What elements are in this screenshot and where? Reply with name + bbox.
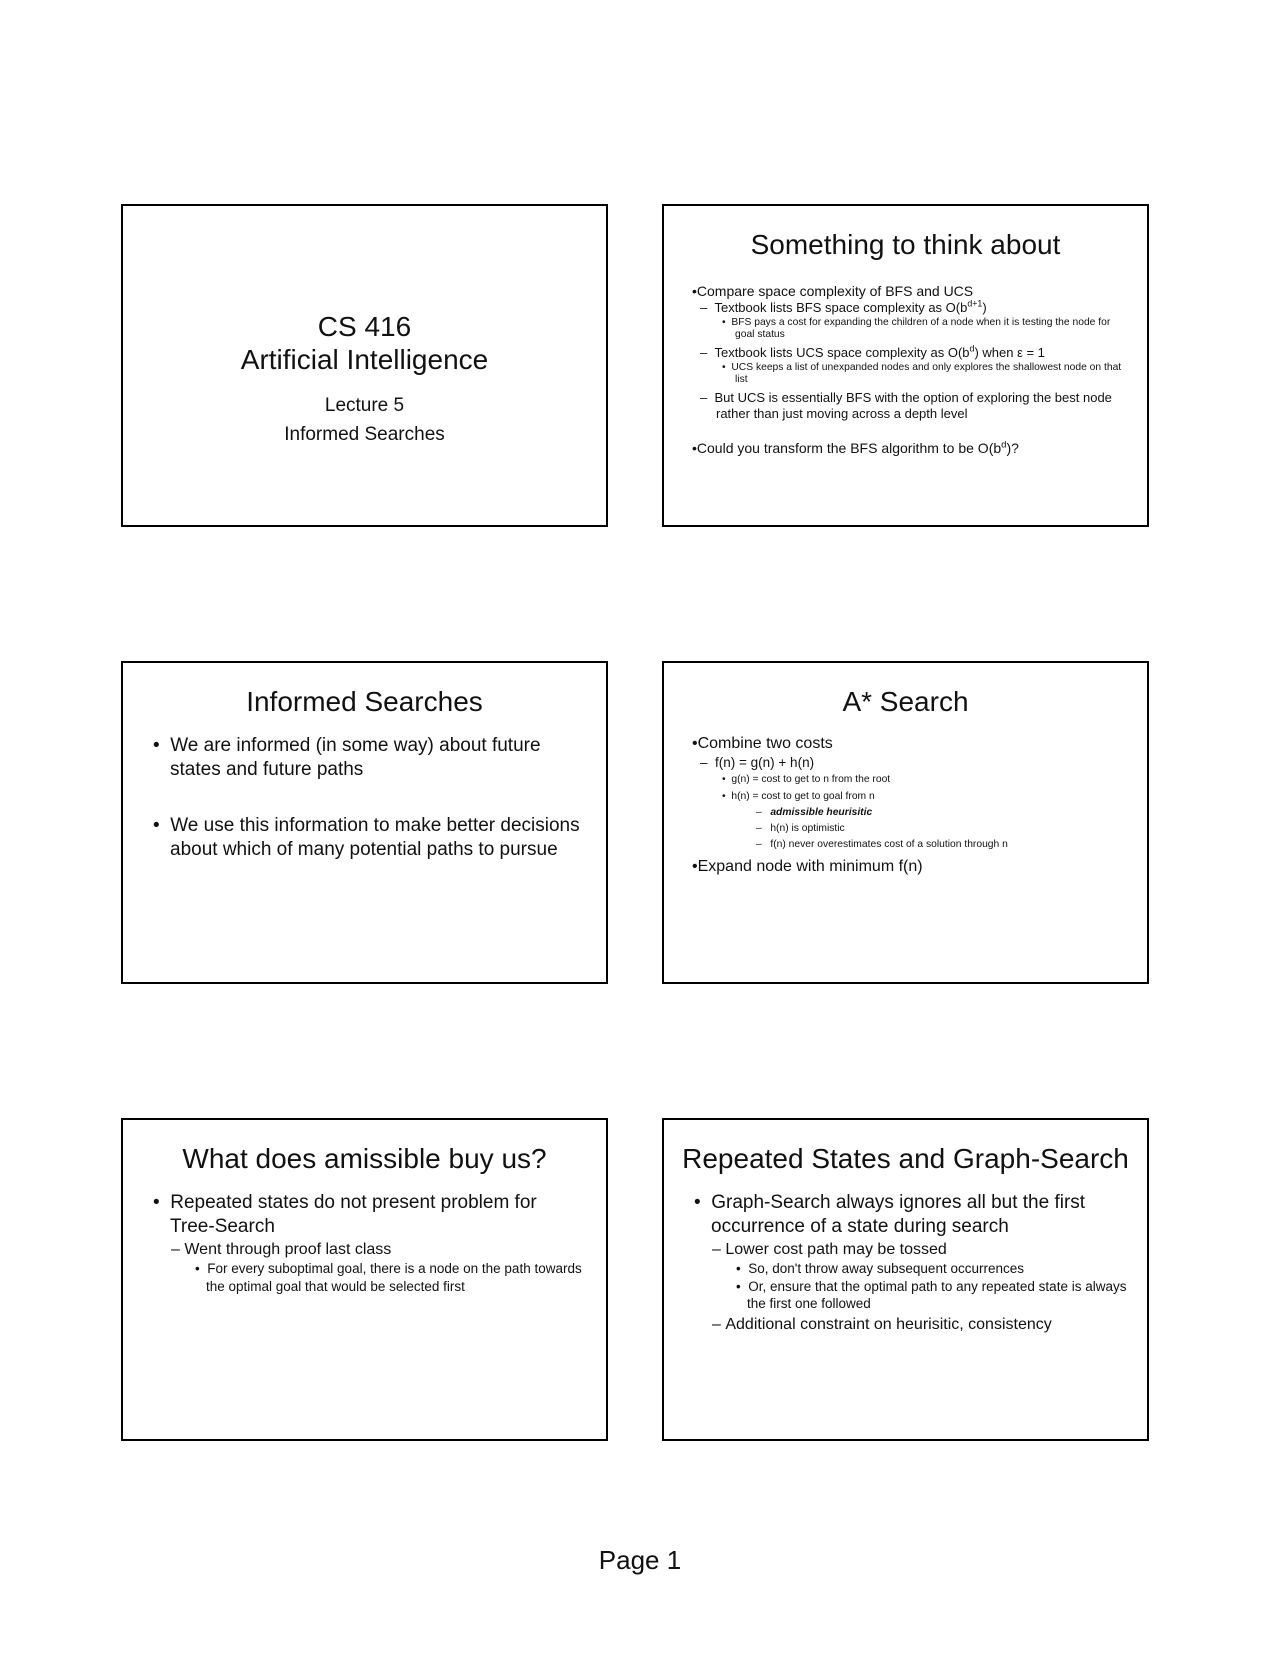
- bullet-item: •Could you transform the BFS algorithm to be $O(b^d)$?: [692, 439, 1019, 456]
- bullet-item: •Combine two costs: [692, 735, 833, 752]
- title-block: [123, 310, 606, 376]
- slide-repeated-states-graph-search: [662, 1118, 1149, 1441]
- sub-bullet: – But UCS is essentially BFS with the option of exploring the best node rather than just moving across a depth level: [700, 390, 1112, 421]
- slide-heading: Something to think about: [750, 229, 1061, 260]
- page-number: Page 1: [598, 1545, 682, 1575]
- level4-bullet: – f(n) never overestimates cost of a solution through n: [756, 839, 1008, 850]
- sub-bullet: – Additional constraint on heurisitic, consistency: [712, 1315, 1052, 1333]
- course-number: CS 416: [317, 311, 412, 342]
- sub-bullet: – Textbook lists UCS space complexity as $O(b^d)$ when ε = 1: [700, 343, 1045, 360]
- slide-heading: What does amissible buy us?: [182, 1143, 547, 1174]
- bullet-list: [123, 734, 606, 861]
- lecture-number: Lecture 5: [324, 395, 405, 416]
- slide-heading: Repeated States and Graph-Search: [682, 1143, 1129, 1174]
- bullet-item: •Expand node with minimum f(n): [692, 858, 923, 875]
- sub-sub-bullet: • UCS keeps a list of unexpanded nodes and only explores the shallowest node on that list: [722, 362, 1122, 385]
- bullet-item: • Repeated states do not present problem for Tree-Search: [153, 1192, 537, 1237]
- level4-bullet: – h(n) is optimistic: [756, 823, 845, 834]
- slide-something-to-think-about: [662, 204, 1149, 527]
- sub-sub-bullet: • BFS pays a cost for expanding the children of a node when it is testing the node for goal status: [722, 317, 1111, 340]
- bullet-list: [123, 1191, 606, 1295]
- sub-bullet: – Textbook lists BFS space complexity as $O(b^{d+1})$: [700, 298, 987, 315]
- sub-bullet: – Lower cost path may be tossed: [712, 1241, 947, 1258]
- bullet-list: [664, 283, 1147, 457]
- lecture-topic: Informed Searches: [284, 424, 445, 445]
- bullet-list: [664, 1191, 1147, 1335]
- sub-sub-bullet: • Or, ensure that the optimal path to any repeated state is always the first one followed: [736, 1278, 1127, 1311]
- course-subject: Artificial Intelligence: [240, 344, 489, 375]
- sub-sub-bullet: • For every suboptimal goal, there is a node on the path towards the optimal goal that would be selected first: [195, 1261, 582, 1294]
- slide-informed-searches: [121, 661, 608, 984]
- sub-sub-bullet: • h(n) = cost to get to goal from n: [722, 791, 875, 802]
- sub-sub-bullet: • g(n) = cost to get to n from the root: [722, 774, 891, 785]
- sub-bullet: – f(n) = g(n) + h(n): [700, 755, 815, 770]
- sub-sub-bullet: • So, don't throw away subsequent occurrences: [736, 1261, 1024, 1276]
- bullet-item: • We use this information to make better decisions about which of many potential paths to pursue: [153, 815, 580, 860]
- slide-a-star-search: [662, 661, 1149, 984]
- bullet-item: • We are informed (in some way) about future states and future paths: [153, 735, 541, 780]
- slide-heading: Informed Searches: [246, 686, 483, 717]
- subtitle-block: [123, 391, 606, 449]
- level4-bullet: – admissible heurisitic: [756, 807, 873, 818]
- slide-what-does-admissible-buy-us: [121, 1118, 608, 1441]
- bullet-list: [664, 734, 1147, 877]
- bullet-item: • Graph-Search always ignores all but the first occurrence of a state during search: [694, 1192, 1086, 1237]
- slide-heading: A* Search: [842, 686, 969, 717]
- slide-title: [121, 204, 608, 527]
- sub-bullet: – Went through proof last class: [171, 1241, 392, 1258]
- bullet-item: •Compare space complexity of BFS and UCS: [692, 283, 974, 299]
